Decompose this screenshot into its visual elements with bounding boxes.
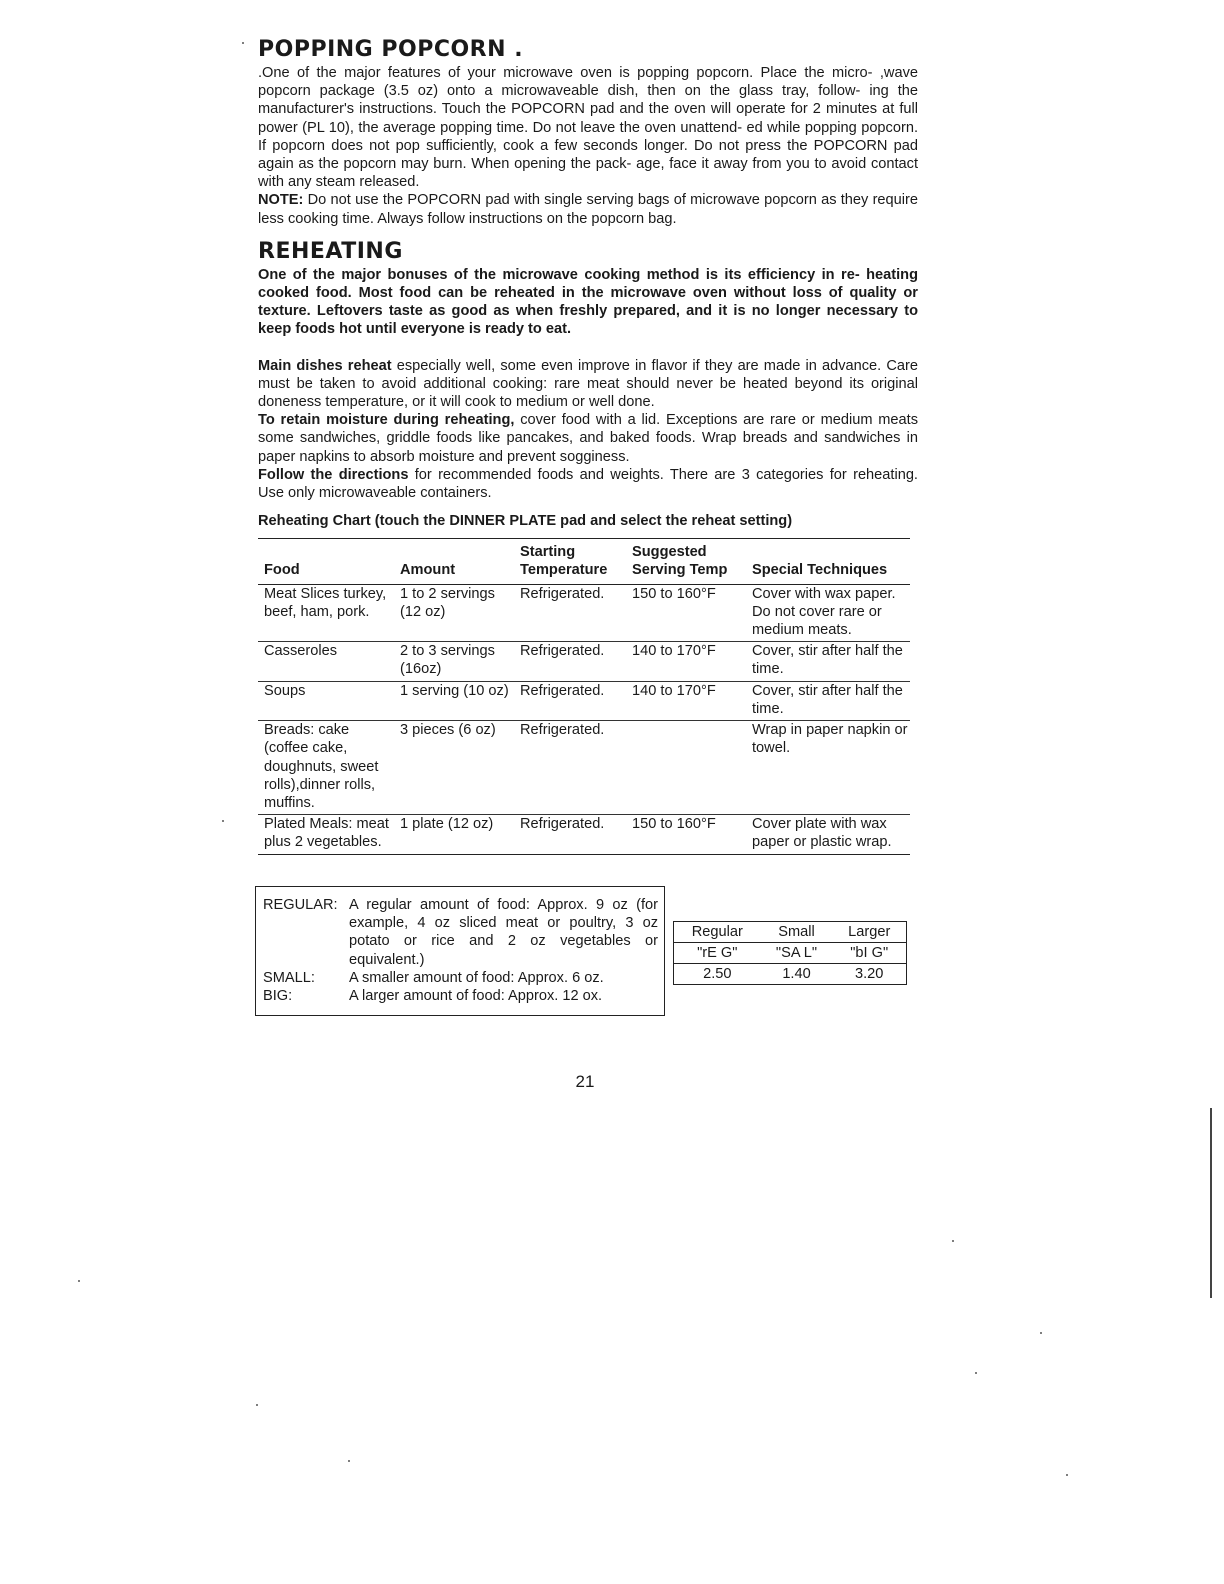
scan-speck <box>242 42 244 44</box>
header-special-techniques: Special Techniques <box>746 539 910 584</box>
legend-term: BIG: <box>263 988 293 1005</box>
cell-serving-temp: 150 to 160°F <box>632 585 716 602</box>
cell-special-techniques: Cover, stir after half the time. <box>746 642 910 681</box>
cell-amount: 1 plate (12 oz) <box>394 815 514 854</box>
cell-food: Meat Slices turkey, beef, ham, pork. <box>264 585 387 620</box>
cell-starting-temperature: Refrigerated. <box>514 815 626 854</box>
table-header-row <box>258 539 910 584</box>
settings-code-row <box>674 943 907 964</box>
page-content <box>258 36 918 855</box>
header-amount: Amount <box>394 539 514 584</box>
cell-food: Plated Meals: meat plus 2 vegetables. <box>258 815 394 854</box>
page-number: 21 <box>575 1072 595 1091</box>
cell-special-techniques: Cover plate with wax paper or plastic wrap. <box>746 815 910 854</box>
main-dishes-paragraph <box>258 357 918 412</box>
scan-speck <box>222 820 224 822</box>
settings-code-regular: "rE G" <box>674 943 761 964</box>
settings-value-row <box>674 964 907 985</box>
cell-amount: 1 to 2 servings (12 oz) <box>400 585 495 620</box>
legend-item <box>263 896 658 969</box>
reheating-heading: REHEATING <box>258 238 403 264</box>
table-row <box>258 642 910 681</box>
portion-legend-box <box>255 886 665 1016</box>
retain-moisture-text: cover food with a lid. Exceptions are rare or medium meats some sandwiches, griddle foods like pancakes, and baked foods. Wrap breads and sandwiches in paper napkins to absorb moisture and prevent sogginess. <box>258 412 919 465</box>
popcorn-heading: POPPING POPCORN . <box>258 37 524 62</box>
legend-item <box>263 969 658 987</box>
settings-value-larger: 3.20 <box>855 966 884 982</box>
cell-amount: 3 pieces (6 oz) <box>394 721 514 815</box>
cell-serving-temp: 140 to 170°F <box>626 681 746 720</box>
cell-serving-temp: 150 to 160°F <box>626 815 746 854</box>
cell-food: Casseroles <box>258 642 394 681</box>
cell-special-techniques: Cover with wax paper. Do not cover rare or medium meats. <box>752 585 896 639</box>
header-serving-temp: Suggested Serving Temp <box>626 539 746 584</box>
settings-header-small: Small <box>761 922 833 943</box>
note-text: Do not use the POPCORN pad with single serving bags of microwave popcorn as they require less cooking time. Always follow instructions on the popcorn bag. <box>258 192 918 227</box>
scan-speck <box>1040 1332 1042 1334</box>
header-food: Food <box>258 539 394 584</box>
legend-item <box>263 987 658 1005</box>
follow-directions-label: Follow the directions <box>258 466 409 483</box>
settings-code-larger: "bI G" <box>832 943 906 964</box>
scan-edge-line <box>1210 1108 1212 1298</box>
cell-amount: 1 serving (10 oz) <box>394 681 514 720</box>
table-row <box>258 815 910 854</box>
follow-directions-text: for recommended foods and weights. There are 3 categories for reheating. Use only microwaveable containers. <box>258 466 918 502</box>
scan-speck <box>952 1240 954 1242</box>
settings-value-regular: 2.50 <box>703 966 732 982</box>
cell-special-techniques: Cover, stir after half the time. <box>746 681 910 720</box>
settings-code-small: "SA L" <box>761 943 833 964</box>
follow-directions-paragraph <box>258 466 918 502</box>
table-row <box>258 584 910 642</box>
reheating-intro: One of the major bonuses of the microwave cooking method is its efficiency in re- heating cooked food. Most food can be reheated in the microwave oven without loss of quality or texture. Leftovers taste as good as when freshly prepared, and it is no longer necessary to keep foods hot until everyone is ready to eat. <box>258 266 918 338</box>
popcorn-body: .One of the major features of your microwave oven is popping popcorn. Place the micro- ,wave popcorn package (3.5 oz) onto a microwaveable dish, then on the glass tray, follow- ing the manufacturer's instructions. Touch the POPCORN pad and the oven will operate for 2 minutes at full power (PL 10), the average popping time. Do not leave the oven unattend- ed while popping popcorn. If popcorn does not pop sufficiently, cook a few seconds longer. Do not press the POPCORN pad again as the popcorn may burn. When opening the pack- age, face it away from you to avoid contact with any steam released. <box>258 65 918 191</box>
header-starting-temperature: Starting Temperature <box>514 539 626 584</box>
cell-serving-temp <box>626 721 746 815</box>
table-row <box>258 681 910 720</box>
cell-starting-temperature: Refrigerated. <box>514 721 626 815</box>
cell-food: Breads: cake (coffee cake, doughnuts, sweet rolls),dinner rolls, muffins. <box>258 721 394 815</box>
cell-starting-temperature: Refrigerated. <box>520 585 605 602</box>
retain-moisture-paragraph <box>258 411 918 466</box>
legend-definition: A larger amount of food: Approx. 12 ox. <box>349 988 603 1005</box>
legend-definition: A regular amount of food: Approx. 9 oz (for example, 4 oz sliced meat or poultry, 3 oz potato or rice and 2 oz vegetables or equivalent.) <box>349 897 658 968</box>
reheating-chart-title: Reheating Chart (touch the DINNER PLATE pad and select the reheat setting) <box>258 513 793 530</box>
retain-moisture-label: To retain moisture during reheating, <box>258 412 515 429</box>
cell-special-techniques: Wrap in paper napkin or towel. <box>746 721 910 815</box>
cell-serving-temp: 140 to 170°F <box>626 642 746 681</box>
legend-definition: A smaller amount of food: Approx. 6 oz. <box>349 969 604 986</box>
legend-term: SMALL: <box>263 969 315 986</box>
settings-header-larger: Larger <box>832 922 906 943</box>
scan-speck <box>78 1280 80 1282</box>
reheat-settings-table <box>673 921 907 985</box>
table-row <box>258 721 910 815</box>
settings-header-row <box>674 922 907 943</box>
cell-amount: 2 to 3 servings (16oz) <box>394 642 514 681</box>
scan-speck <box>1066 1474 1068 1476</box>
note-label: NOTE: <box>258 192 304 209</box>
scan-speck <box>256 1404 258 1406</box>
reheating-chart-table <box>258 538 910 854</box>
cell-starting-temperature: Refrigerated. <box>514 642 626 681</box>
cell-food: Soups <box>258 681 394 720</box>
popcorn-note <box>258 191 918 227</box>
scan-speck <box>348 1460 350 1462</box>
settings-header-regular: Regular <box>674 922 761 943</box>
legend-term: REGULAR: <box>263 897 338 913</box>
main-dishes-text: especially well, some even improve in flavor if they are made in advance. Care must be taken to avoid additional cooking: rare meat should never be heated beyond its original doneness temperature, or it will cook to medium or well done. <box>258 357 918 411</box>
cell-starting-temperature: Refrigerated. <box>514 681 626 720</box>
scan-speck <box>975 1372 977 1374</box>
main-dishes-label: Main dishes reheat <box>258 357 392 374</box>
settings-value-small: 1.40 <box>782 966 811 982</box>
